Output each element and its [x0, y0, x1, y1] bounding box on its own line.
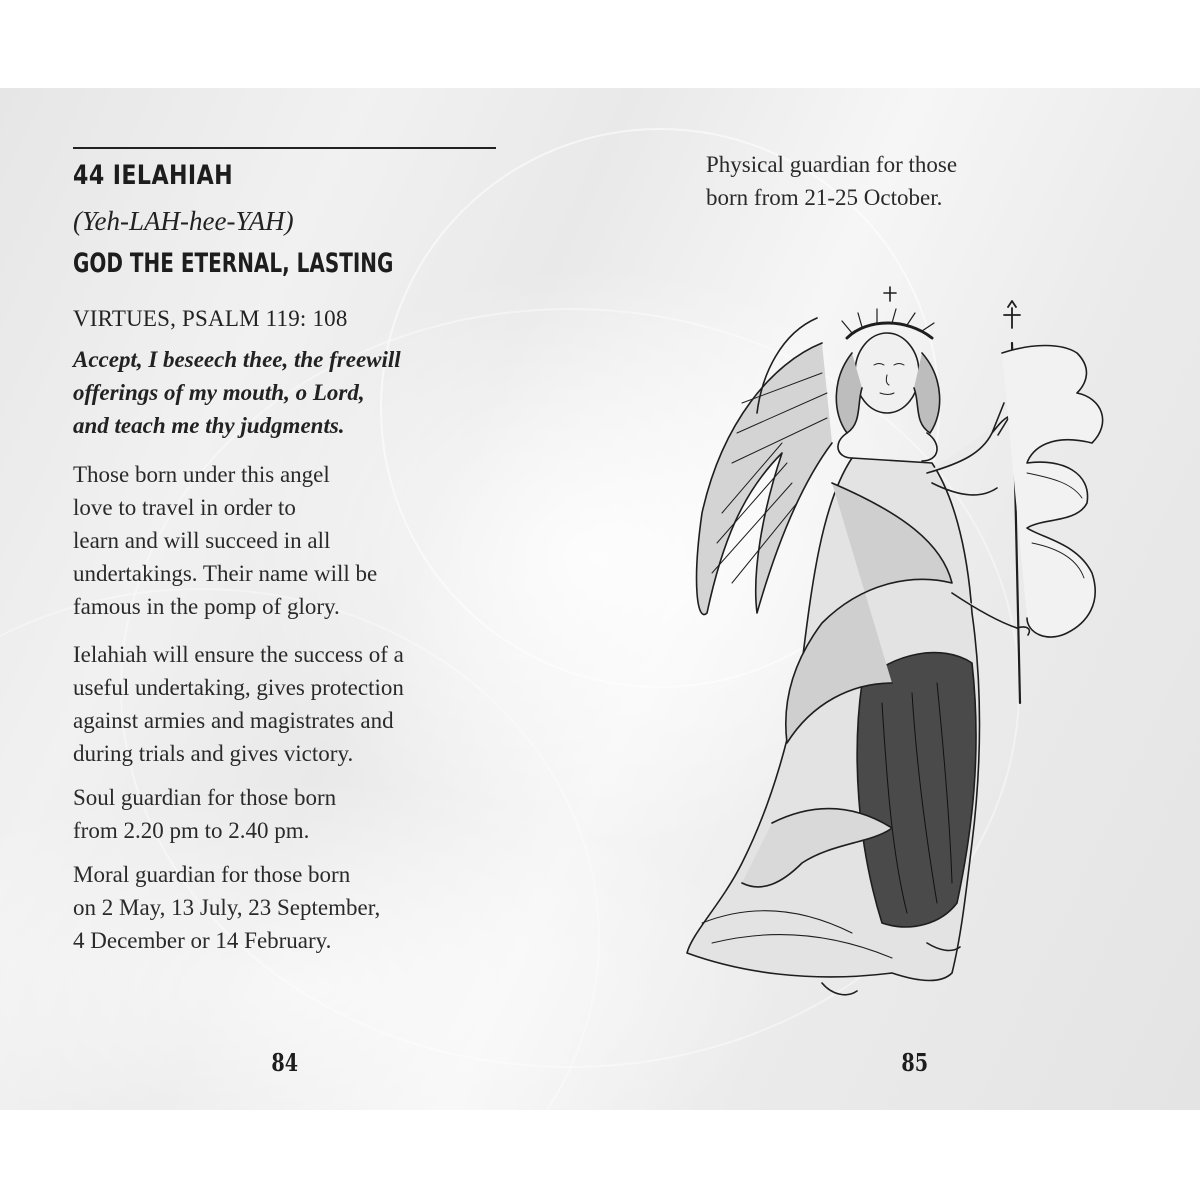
text-line: during trials and gives victory. [73, 741, 354, 766]
angel-meaning: GOD THE ETERNAL, LASTING [73, 248, 394, 279]
header-rule [73, 147, 496, 149]
text-line: Moral guardian for those born [73, 862, 351, 887]
paragraph-moral-guardian [73, 858, 513, 957]
book-spread [0, 88, 1200, 1110]
left-page [0, 88, 600, 1110]
paragraph-traits [73, 458, 513, 623]
verse-line: Accept, I beseech thee, the freewill [73, 347, 401, 372]
text-line: against armies and magistrates and [73, 708, 394, 733]
text-line: learn and will succeed in all [73, 528, 331, 553]
text-line: famous in the pomp of glory. [73, 594, 340, 619]
text-line: Ielahiah will ensure the success of a [73, 642, 404, 667]
text-line: Physical guardian for those [706, 152, 958, 177]
text-line: Soul guardian for those born [73, 785, 337, 810]
page-number-right: 85 [901, 1048, 929, 1077]
pronunciation: (Yeh-LAH-hee-YAH) [73, 206, 294, 236]
virtues-heading: VIRTUES, PSALM 119: 108 [73, 306, 348, 331]
text-line: love to travel in order to [73, 495, 296, 520]
angel-illustration [682, 283, 1142, 1003]
text-line: on 2 May, 13 July, 23 September, [73, 895, 381, 920]
text-line: useful undertaking, gives protection [73, 675, 404, 700]
right-page [600, 88, 1200, 1110]
verse-line: offerings of my mouth, o Lord, [73, 380, 365, 405]
psalm-verse [73, 343, 503, 442]
page-number-left: 84 [271, 1048, 299, 1077]
paragraph-soul-guardian [73, 781, 513, 847]
paragraph-protection [73, 638, 513, 770]
verse-line: and teach me thy judgments. [73, 413, 345, 438]
text-line: born from 21-25 October. [706, 185, 943, 210]
text-line: undertakings. Their name will be [73, 561, 378, 586]
text-line: from 2.20 pm to 2.40 pm. [73, 818, 310, 843]
text-line: Those born under this angel [73, 462, 330, 487]
angel-title: 44 IELAHIAH [73, 160, 234, 191]
text-line: 4 December or 14 February. [73, 928, 332, 953]
physical-guardian-text [706, 148, 1066, 214]
